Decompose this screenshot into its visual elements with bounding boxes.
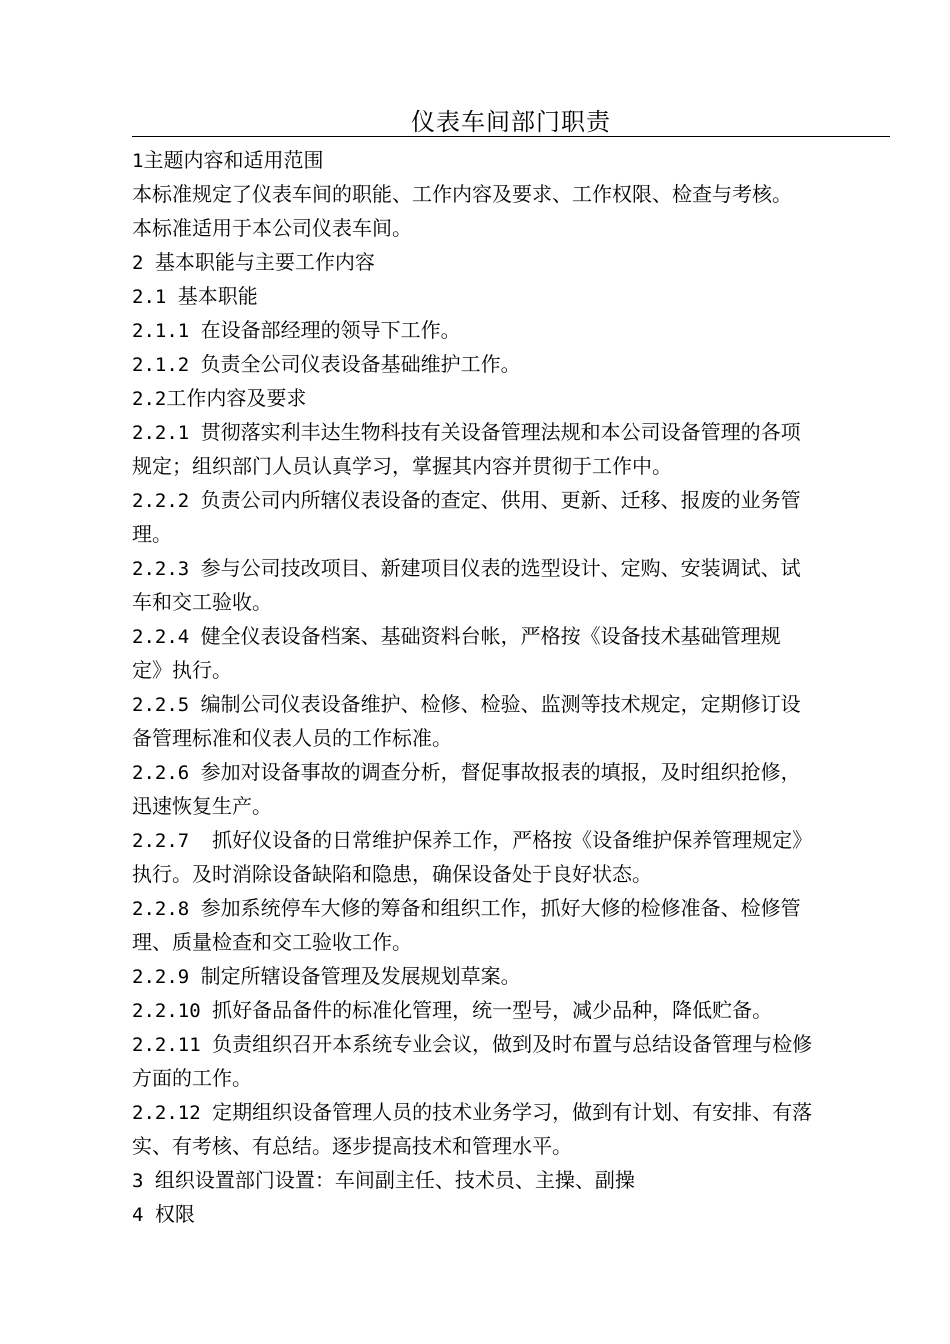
text-line (132, 1163, 892, 1197)
line-text: 健全仪表设备档案、基础资料台帐，严格按《设备技术基础管理规 (200, 624, 781, 648)
text-line (132, 1197, 892, 1231)
section-number: 2.1.1 (132, 320, 201, 342)
line-text: 组织设置部门设置：车间副主任、技术员、主操、副操 (154, 1168, 635, 1192)
line-text: 参加对设备事故的调查分析，督促事故报表的填报，及时组织抢修， (200, 760, 801, 784)
section-number: 2.2.12 (132, 1102, 213, 1124)
section-number: 2.2.5 (132, 694, 201, 716)
line-text: 参与公司技改项目、新建项目仪表的选型设计、定购、安装调试、试 (200, 556, 801, 580)
line-text: 备管理标准和仪表人员的工作标准。 (132, 726, 452, 750)
line-text: 理、质量检查和交工验收工作。 (132, 930, 412, 954)
line-text: 执行。及时消除设备缺陷和隐患，确保设备处于良好状态。 (132, 862, 652, 886)
text-line (132, 857, 892, 891)
line-text: 基本职能 (177, 284, 258, 308)
text-line (132, 959, 892, 993)
section-number: 2 (132, 252, 155, 274)
title-underline (132, 136, 890, 137)
section-number: 3 (132, 1170, 155, 1192)
line-text: 定》执行。 (132, 658, 232, 682)
section-number: 4 (132, 1204, 155, 1226)
section-number: 2.2.6 (132, 762, 201, 784)
text-line (132, 755, 892, 789)
text-line (132, 653, 892, 687)
line-text: 权限 (154, 1202, 195, 1226)
section-number: 2.2.2 (132, 490, 201, 512)
line-text: 在设备部经理的领导下工作。 (200, 318, 461, 342)
section-number: 2.2.4 (132, 626, 201, 648)
section-number: 1 (132, 150, 144, 172)
text-line (132, 585, 892, 619)
text-line (132, 1061, 892, 1095)
text-line (132, 381, 892, 415)
text-line (132, 823, 892, 857)
document-body (132, 143, 892, 1231)
text-line (132, 1129, 892, 1163)
line-text: 规定；组织部门人员认真学习，掌握其内容并贯彻于工作中。 (132, 454, 672, 478)
line-text: 方面的工作。 (132, 1066, 252, 1090)
section-number: 2.2.1 (132, 422, 201, 444)
section-number: 2.2.11 (132, 1034, 213, 1056)
line-text: 基本职能与主要工作内容 (154, 250, 375, 274)
line-text: 贯彻落实利丰达生物科技有关设备管理法规和本公司设备管理的各项 (200, 420, 801, 444)
line-text: 本标准适用于本公司仪表车间。 (132, 216, 412, 240)
text-line (132, 619, 892, 653)
section-number: 2.2 (132, 388, 167, 410)
text-line (132, 721, 892, 755)
text-line (132, 687, 892, 721)
text-line (132, 347, 892, 381)
section-number: 2.2.3 (132, 558, 201, 580)
text-line (132, 789, 892, 823)
document-title: 仪表车间部门职责 (411, 108, 611, 136)
text-line (132, 1027, 892, 1061)
text-line (132, 415, 892, 449)
text-line (132, 177, 892, 211)
line-text: 主题内容和适用范围 (143, 148, 324, 172)
text-line (132, 925, 892, 959)
section-number: 2.1.2 (132, 354, 201, 376)
text-line (132, 551, 892, 585)
text-line (132, 993, 892, 1027)
text-line (132, 483, 892, 517)
text-line (132, 245, 892, 279)
text-line (132, 891, 892, 925)
text-line (132, 1095, 892, 1129)
line-text: 理。 (132, 522, 172, 546)
section-number: 2.1 (132, 286, 178, 308)
text-line (132, 211, 892, 245)
text-line (132, 517, 892, 551)
line-text: 制定所辖设备管理及发展规划草案。 (200, 964, 521, 988)
line-text: 编制公司仪表设备维护、检修、检验、监测等技术规定，定期修订设 (200, 692, 801, 716)
section-number: 2.2.8 (132, 898, 201, 920)
line-text: 抓好备品备件的标准化管理，统一型号，减少品种，降低贮备。 (212, 998, 773, 1022)
text-line (132, 143, 892, 177)
line-text: 负责全公司仪表设备基础维护工作。 (200, 352, 521, 376)
text-line (132, 449, 892, 483)
line-text: 抓好仪设备的日常维护保养工作，严格按《设备维护保养管理规定》 (212, 828, 813, 852)
line-text: 迅速恢复生产。 (132, 794, 272, 818)
line-text: 参加系统停车大修的筹备和组织工作，抓好大修的检修准备、检修管 (200, 896, 801, 920)
section-number: 2.2.7 (132, 830, 213, 852)
text-line (132, 279, 892, 313)
line-text: 本标准规定了仪表车间的职能、工作内容及要求、工作权限、检查与考核。 (132, 182, 792, 206)
line-text: 实、有考核、有总结。逐步提高技术和管理水平。 (132, 1134, 572, 1158)
line-text: 负责公司内所辖仪表设备的查定、供用、更新、迁移、报废的业务管 (200, 488, 801, 512)
section-number: 2.2.10 (132, 1000, 213, 1022)
section-number: 2.2.9 (132, 966, 201, 988)
text-line (132, 313, 892, 347)
line-text: 负责组织召开本系统专业会议，做到及时布置与总结设备管理与检修 (212, 1032, 813, 1056)
line-text: 车和交工验收。 (132, 590, 272, 614)
line-text: 定期组织设备管理人员的技术业务学习，做到有计划、有安排、有落 (212, 1100, 813, 1124)
line-text: 工作内容及要求 (166, 386, 307, 410)
